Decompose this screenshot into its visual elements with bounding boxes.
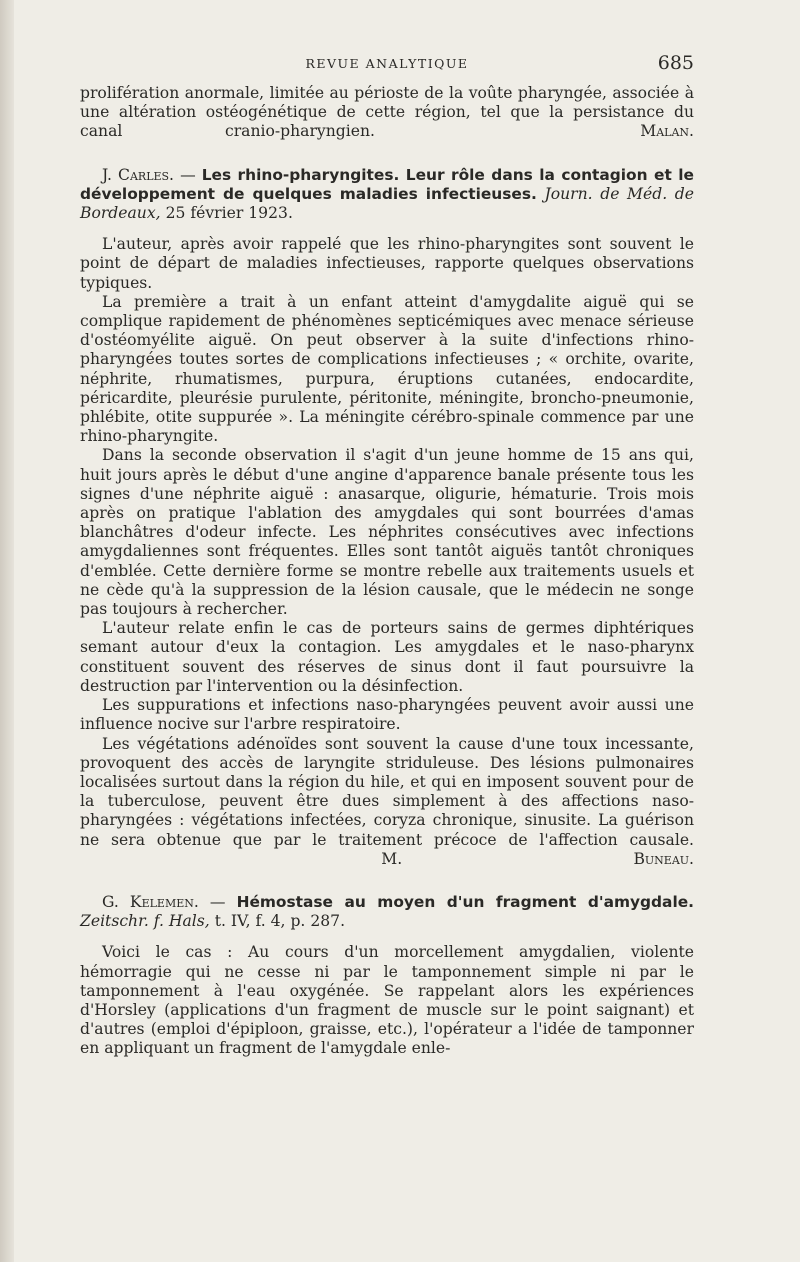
article-1-paragraph: La première a trait à un enfant atteint d'amygdalite aiguë qui se complique rapidement de phénomènes septicémiques avec menace sérieuse d'ostéomyélite aiguë. On peut observer à la suite d'infections rhino-pharyngées toutes sortes de complications infectieuses ; « orchite, ovarite, néphrite, rhumatismes, purpura, éruptions cutanées, endocardite, péricardite, pleurésie purulente, péritonite, méningite, broncho-pneumonie, phlébite, otite suppurée ». La méningite cérébro-spinale commence par une rhino-pharyngite. xyxy=(80,292,694,446)
page-left-edge xyxy=(0,0,14,1262)
article-1-source-date: 25 février 1923. xyxy=(160,204,293,223)
article-1-author: J. Carles. xyxy=(102,165,175,184)
article-1-dash: — xyxy=(174,165,202,184)
intro-signature: Malan. xyxy=(640,122,694,141)
article-1-paragraph: L'auteur, après avoir rappelé que les rhino-pharyngites sont souvent le point de départ de maladies infectieuses, rapporte quelques observations typiques. xyxy=(80,235,694,292)
article-1-title: Les rhino-pharyngites. Leur rôle dans la contagion et le développement de quelques maladies infectieuses. xyxy=(80,165,694,203)
article-1-paragraph: L'auteur relate enfin le cas de porteurs sains de germes diphtériques semant autour d'eux la contagion. Les amygdales et le naso-pharynx constituent souvent des réserves de sinus dont il faut poursuivre la destruction par l'intervention ou la désinfection. xyxy=(80,619,694,695)
article-1-last-paragraph xyxy=(80,735,694,869)
article-2-source-journal: Zeitschr. f. Hals, xyxy=(80,912,210,931)
intro-paragraph xyxy=(80,84,694,142)
article-2-author: G. Kelemen. xyxy=(102,892,199,911)
running-head xyxy=(80,48,694,78)
article-1-heading xyxy=(80,166,694,224)
article-2-dash: — xyxy=(198,892,237,911)
journal-page xyxy=(80,48,694,1059)
intro-text: prolifération anormale, limitée au périoste de la voûte pharyngée, associée à une altération ostéogénétique de cette région, tel que la persistance du canal cranio-pharyngien. xyxy=(80,84,694,141)
article-2-title: Hémostase au moyen d'un fragment d'amygdale. xyxy=(236,892,695,911)
article-2-source-ref: t. IV, f. 4, p. 287. xyxy=(209,912,346,931)
article-1-paragraph: Les suppurations et infections naso-pharyngées peuvent avoir aussi une influence nocive sur l'arbre respiratoire. xyxy=(80,696,694,734)
article-1-signature: M. Buneau. xyxy=(381,849,694,868)
article-1-last-text: Les végétations adénoïdes sont souvent la cause d'une toux incessante, provoquent des accès de laryngite striduleuse. Des lésions pulmonaires localisées surtout dans la région du hile, et qui en imposent souvent pour de la tuberculose, peuvent être dues simplement à des affections naso-pharyngées : végétations infectées, coryza chronique, sinusite. La guérison ne sera obtenue que par le traitement précoce de l'affection causale. xyxy=(80,734,694,849)
article-1-paragraph: Dans la seconde observation il s'agit d'un jeune homme de 15 ans qui, huit jours après le début d'une angine d'apparence banale présente tous les signes d'une néphrite aiguë : anasarque, oligurie, hématurie. Trois mois après on pratique l'ablation des amygdales qui sont bourrées d'amas blanchâtres d'odeur infecte. Les néphrites consécutives avec infections amygdaliennes sont fréquentes. Elles sont tantôt aiguës tantôt chroniques d'emblée. Cette dernière forme se montre rebelle aux traitements usuels et ne cède qu'à la suppression de la lésion causale, que le médecin ne songe pas toujours à rechercher. xyxy=(80,446,694,619)
page-number: 685 xyxy=(657,52,694,74)
article-2-heading xyxy=(80,893,694,931)
article-2-paragraph: Voici le cas : Au cours d'un morcellement amygdalien, violente hémorragie qui ne cesse ni par le tamponnement simple ni par le tamponnement à l'eau oxygénée. Se rappelant alors les expériences d'Horsley (applications d'un fragment de muscle sur le point saignant) et d'autres (emploi d'épiploon, graisse, etc.), l'opérateur a l'idée de tamponner en appliquant un fragment de l'amygdale enle- xyxy=(80,943,694,1058)
article-1-source-journal: Journ. de Méd. de Bordeaux, xyxy=(80,184,694,223)
running-title: REVUE ANALYTIQUE xyxy=(305,56,469,71)
